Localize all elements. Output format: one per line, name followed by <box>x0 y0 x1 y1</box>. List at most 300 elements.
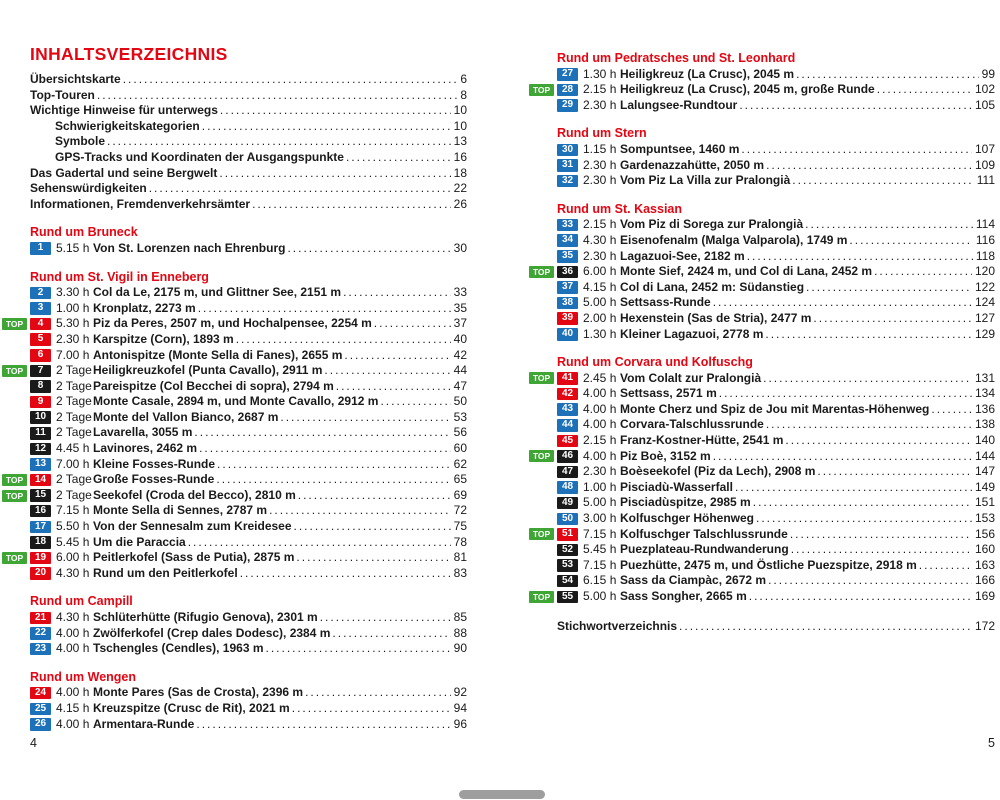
toc-entry-front[interactable] <box>30 103 467 119</box>
tour-number-badge: 11 <box>30 427 51 440</box>
dot-leader <box>298 488 451 504</box>
tour-number-badge: 46 <box>557 450 578 463</box>
front-matter-list <box>30 72 467 212</box>
tour-duration: 6.00 h <box>583 264 617 279</box>
toc-entry-tour-10[interactable] <box>30 410 467 426</box>
toc-entry-front[interactable] <box>30 88 467 104</box>
toc-entry-tour-9[interactable] <box>30 394 467 410</box>
tour-name: Lavarella, 3055 m <box>93 425 193 440</box>
toc-entry-tour-29[interactable] <box>557 98 995 114</box>
entry-page-number: 8 <box>460 87 467 102</box>
dot-leader <box>194 425 450 441</box>
tour-duration: 4.00 h <box>56 685 90 700</box>
tour-name: Lagazuoi-See, 2182 m <box>620 248 745 263</box>
index-page-number: 172 <box>974 618 995 633</box>
tour-number-badge: 9 <box>30 396 51 409</box>
tour-duration: 4.00 h <box>56 625 90 640</box>
toc-entry-front[interactable] <box>30 150 467 166</box>
tour-name: Monte Sief, 2424 m, und Col di Lana, 2452 m <box>620 264 873 279</box>
entry-page-number: 18 <box>453 165 467 180</box>
tour-number-badge: 30 <box>557 144 578 157</box>
entry-page-number: 6 <box>460 72 467 86</box>
tour-page-number: 163 <box>974 557 995 572</box>
toc-entry-tour-41[interactable] <box>532 370 995 387</box>
tour-number-badge: 28 <box>557 84 578 97</box>
toc-entry-tour-2[interactable] <box>30 285 467 301</box>
toc-entry-tour-38[interactable] <box>557 295 995 311</box>
dot-leader <box>97 88 457 104</box>
toc-entry-tour-36[interactable] <box>532 264 995 280</box>
tour-number-badge: 40 <box>557 328 578 341</box>
toc-entry-tour-3[interactable] <box>30 301 467 317</box>
entry-label: Top-Touren <box>30 87 95 102</box>
tour-duration: 2.00 h <box>583 310 617 325</box>
toc-entry-front[interactable] <box>30 119 467 135</box>
tour-duration: 2 Tage <box>56 394 92 409</box>
toc-entry-tour-18[interactable] <box>30 535 467 551</box>
toc-entry-tour-14[interactable] <box>5 472 467 488</box>
toc-entry-tour-22[interactable] <box>30 626 467 642</box>
tour-name: Pisciadù-Wasserfall <box>620 479 733 494</box>
tour-duration: 5.45 h <box>583 542 617 557</box>
tour-duration: 4.15 h <box>56 700 90 715</box>
tour-page-number: 169 <box>974 589 995 603</box>
tour-page-number: 94 <box>453 700 467 715</box>
tour-duration: 2 Tage <box>56 472 92 487</box>
entry-page-number: 16 <box>453 149 467 164</box>
tour-duration: 2 Tage <box>56 378 92 393</box>
entry-page-number: 13 <box>453 134 467 149</box>
tour-name: Antonispitze (Monte Sella di Fanes), 2655 m <box>93 347 343 362</box>
top-badge: TOP <box>529 372 554 384</box>
tour-duration: 6.15 h <box>583 573 617 588</box>
tour-duration: 7.15 h <box>56 503 90 518</box>
dot-leader <box>919 558 972 574</box>
dot-leader <box>202 119 451 135</box>
toc-entry-front[interactable] <box>30 181 467 197</box>
tour-page-number: 134 <box>974 386 995 401</box>
toc-entry-tour-24[interactable] <box>30 685 467 701</box>
tour-duration: 2.15 h <box>583 217 617 232</box>
toc-entry-tour-13[interactable] <box>30 457 467 473</box>
toc-entry-tour-35[interactable] <box>557 249 995 265</box>
dot-leader <box>380 394 450 410</box>
tour-duration: 5.30 h <box>56 316 90 331</box>
tour-number-badge: 10 <box>30 411 51 424</box>
toc-entry-tour-1[interactable] <box>30 241 467 257</box>
tour-duration: 1.00 h <box>56 300 90 315</box>
dot-leader <box>292 701 451 717</box>
tour-duration: 4.30 h <box>56 565 90 580</box>
tour-page-number: 69 <box>453 487 467 502</box>
dot-leader <box>753 495 972 511</box>
section-heading: Rund um St. Kassian <box>557 201 683 216</box>
tour-duration: 4.00 h <box>56 641 90 656</box>
tour-name: Armentara-Runde <box>93 716 195 731</box>
entry-label: Das Gadertal und seine Bergwelt <box>30 165 218 180</box>
entry-label: Informationen, Fremdenverkehrsämter <box>30 196 251 211</box>
tour-duration: 4.15 h <box>583 279 617 294</box>
dot-leader <box>766 417 972 433</box>
tour-name: Kolfuschger Höhenweg <box>620 511 755 526</box>
tour-duration: 2.30 h <box>583 464 617 479</box>
dot-leader <box>785 433 972 449</box>
folio-left: 4 <box>30 736 37 750</box>
toc-entry-tour-25[interactable] <box>30 701 467 717</box>
dot-leader <box>713 449 972 465</box>
entry-label: Schwierigkeitskategorien <box>55 118 200 133</box>
tour-number-badge: 37 <box>557 281 578 294</box>
toc-entry-tour-37[interactable] <box>557 280 995 296</box>
tour-number-badge: 52 <box>557 544 578 557</box>
toc-entry-tour-30[interactable] <box>557 142 995 158</box>
toc-entry-tour-27[interactable] <box>557 67 995 83</box>
entry-page-number: 10 <box>453 118 467 133</box>
toc-entry-tour-52[interactable] <box>557 542 995 558</box>
toc-entry-tour-31[interactable] <box>557 158 995 174</box>
tour-duration: 4.00 h <box>583 386 617 401</box>
tour-page-number: 47 <box>453 378 467 393</box>
dot-leader <box>216 472 450 488</box>
tour-name: Lavinores, 2462 m <box>93 441 198 456</box>
toc-entry-tour-45[interactable] <box>557 433 995 449</box>
tour-name: Sompuntsee, 1460 m <box>620 141 740 156</box>
tour-number-badge: 35 <box>557 250 578 263</box>
dot-leader <box>199 441 451 457</box>
tour-page-number: 83 <box>453 565 467 580</box>
entry-page-number: 10 <box>453 103 467 118</box>
tour-number-badge: 29 <box>557 99 578 112</box>
tour-number-badge: 51 <box>557 528 578 541</box>
toc-entry-tour-32[interactable] <box>557 173 995 189</box>
toc-entry-tour-34[interactable] <box>557 233 995 249</box>
tour-number-badge: 13 <box>30 458 51 471</box>
tour-duration: 2.15 h <box>583 82 617 97</box>
tour-name: Von der Sennesalm zum Kreidesee <box>93 519 292 534</box>
dot-leader <box>931 402 972 418</box>
tour-duration: 7.00 h <box>56 347 90 362</box>
tour-duration: 1.15 h <box>583 141 617 156</box>
tour-page-number: 88 <box>453 625 467 640</box>
toc-entry-tour-42[interactable] <box>557 386 995 402</box>
tour-page-number: 33 <box>453 285 467 300</box>
tour-name: Gardenazzahütte, 2050 m <box>620 157 765 172</box>
tour-number-badge: 50 <box>557 513 578 526</box>
toc-entry-tour-5[interactable] <box>30 332 467 348</box>
tour-page-number: 116 <box>975 232 995 247</box>
tour-number-badge: 5 <box>30 333 51 346</box>
dot-leader <box>679 619 972 635</box>
tour-name: Lalungsee-Rundtour <box>620 97 738 112</box>
toc-entry-tour-7[interactable] <box>5 363 467 379</box>
tour-duration: 2.45 h <box>583 370 617 385</box>
tour-duration: 4.45 h <box>56 441 90 456</box>
tour-name: Peitlerkofel (Sass de Putia), 2875 m <box>93 550 295 565</box>
dot-leader <box>766 158 972 174</box>
tour-duration: 6.00 h <box>56 550 90 565</box>
section-heading: Rund um Bruneck <box>30 225 138 240</box>
dot-leader <box>346 150 451 166</box>
tour-duration: 7.15 h <box>583 526 617 541</box>
tour-number-badge: 26 <box>30 718 51 731</box>
tour-page-number: 109 <box>974 157 995 172</box>
toc-entry-tour-19[interactable] <box>5 550 467 566</box>
dot-leader <box>294 519 451 535</box>
tour-duration: 3.30 h <box>56 285 90 300</box>
tour-duration: 4.30 h <box>56 610 90 624</box>
entry-page-number: 22 <box>453 181 467 196</box>
dot-leader <box>220 103 451 119</box>
toc-entry-tour-23[interactable] <box>30 641 467 657</box>
tour-name: Eisenofenalm (Malga Valparola), 1749 m <box>620 232 848 247</box>
dot-leader <box>198 301 451 317</box>
dot-leader <box>719 386 972 402</box>
tour-name: Col da Le, 2175 m, und Glittner See, 2151 m <box>93 285 342 300</box>
toc-entry-tour-54[interactable] <box>557 573 995 589</box>
tour-page-number: 118 <box>975 248 995 263</box>
tour-page-number: 131 <box>974 370 995 385</box>
folio-right: 5 <box>988 736 995 750</box>
tour-name: Seekofel (Croda del Becco), 2810 m <box>93 487 296 502</box>
toc-entry-front[interactable] <box>30 166 467 182</box>
tour-duration: 5.15 h <box>56 240 90 255</box>
section-heading: Rund um Wengen <box>30 669 137 684</box>
tour-number-badge: 36 <box>557 266 578 279</box>
tour-duration: 2.30 h <box>583 248 617 263</box>
toc-entry-tour-48[interactable] <box>557 480 995 496</box>
dot-leader <box>805 217 973 233</box>
scrollbar-thumb[interactable] <box>459 790 545 799</box>
tour-number-badge: 1 <box>30 242 51 255</box>
tour-name: Von St. Lorenzen nach Ehrenburg <box>93 240 286 255</box>
toc-entry-tour-16[interactable] <box>30 503 467 519</box>
dot-leader <box>252 197 451 213</box>
toc-entry-tour-12[interactable] <box>30 441 467 457</box>
toc-entry-index[interactable] <box>557 619 995 635</box>
left-page-column <box>5 0 467 732</box>
tour-number-badge: 38 <box>557 297 578 310</box>
tour-number-badge: 6 <box>30 349 51 362</box>
tour-number-badge: 44 <box>557 419 578 432</box>
tour-duration: 5.00 h <box>583 495 617 510</box>
tour-name: Schlüterhütte (Rifugio Genova), 2301 m <box>93 610 318 624</box>
toc-entry-tour-43[interactable] <box>557 402 995 418</box>
tour-page-number: 35 <box>453 300 467 315</box>
tour-number-badge: 54 <box>557 575 578 588</box>
tour-number-badge: 43 <box>557 403 578 416</box>
tour-number-badge: 45 <box>557 435 578 448</box>
tour-number-badge: 55 <box>557 591 578 604</box>
tour-duration: 1.30 h <box>583 326 617 341</box>
tour-duration: 2 Tage <box>56 363 92 378</box>
tour-name: Corvara-Talschlussrunde <box>620 417 764 432</box>
tour-duration: 2 Tage <box>56 409 92 424</box>
tour-duration: 2.15 h <box>583 433 617 448</box>
tour-number-badge: 39 <box>557 312 578 325</box>
tour-page-number: 153 <box>974 511 995 526</box>
section-heading: Rund um Corvara und Kolfuschg <box>557 355 753 370</box>
tour-name: Vom Piz La Villa zur Pralongià <box>620 173 791 188</box>
top-badge: TOP <box>529 528 554 540</box>
tour-name: Monte Sella di Sennes, 2787 m <box>93 503 268 518</box>
toc-entry-tour-49[interactable] <box>557 495 995 511</box>
dot-leader <box>236 332 451 348</box>
tour-name: Pisciadùspitze, 2985 m <box>620 495 751 510</box>
tour-name: Um die Paraccia <box>93 534 186 549</box>
toc-entry-tour-11[interactable] <box>30 425 467 441</box>
tour-duration: 2.30 h <box>583 157 617 172</box>
tour-number-badge: 48 <box>557 481 578 494</box>
toc-entry-tour-4[interactable] <box>5 316 467 332</box>
tour-name: Puezplateau-Rundwanderung <box>620 542 789 557</box>
tour-number-badge: 3 <box>30 302 51 315</box>
tour-page-number: 75 <box>453 519 467 534</box>
section-heading: Rund um Campill <box>30 594 133 609</box>
tour-number-badge: 20 <box>30 567 51 580</box>
tour-name: Kleiner Lagazuoi, 2778 m <box>620 326 764 341</box>
toc-entry-tour-28[interactable] <box>532 82 995 98</box>
tour-name: Pareispitze (Col Becchei di sopra), 2794 m <box>93 378 334 393</box>
tour-duration: 4.00 h <box>583 448 617 463</box>
right-page-column <box>532 0 995 634</box>
right-sections <box>532 51 995 605</box>
toc-entry-tour-51[interactable] <box>532 526 995 543</box>
tour-number-badge: 14 <box>30 474 51 487</box>
tour-page-number: 81 <box>453 550 467 565</box>
toc-entry-tour-44[interactable] <box>557 417 995 433</box>
tour-number-badge: 12 <box>30 443 51 456</box>
toc-entry-tour-53[interactable] <box>557 558 995 574</box>
tour-page-number: 105 <box>974 97 995 112</box>
dot-leader <box>765 327 972 343</box>
tour-name: Franz-Kostner-Hütte, 2541 m <box>620 433 784 448</box>
tour-name: Tschengles (Cendles), 1963 m <box>93 641 264 656</box>
tour-page-number: 127 <box>974 310 995 325</box>
dot-leader <box>305 685 451 701</box>
tour-duration: 2.30 h <box>583 173 617 188</box>
tour-number-badge: 18 <box>30 536 51 549</box>
tour-name: Kleine Fosses-Runde <box>93 456 216 471</box>
dot-leader <box>713 295 972 311</box>
toc-entry-front[interactable] <box>30 72 467 88</box>
tour-number-badge: 4 <box>30 318 51 331</box>
tour-duration: 3.00 h <box>583 511 617 526</box>
dot-leader <box>196 717 450 733</box>
entry-page-number: 26 <box>453 196 467 211</box>
tour-name: Monte Cherz und Spiz de Jou mit Marentas-Höhenweg <box>620 401 930 416</box>
tour-page-number: 72 <box>453 503 467 518</box>
tour-duration: 1.00 h <box>583 479 617 494</box>
tour-page-number: 102 <box>974 82 995 97</box>
tour-duration: 5.45 h <box>56 534 90 549</box>
entry-label: Wichtige Hinweise für unterwegs <box>30 103 218 118</box>
tour-name: Monte Pares (Sas de Crosta), 2396 m <box>93 685 304 700</box>
toc-entry-tour-21[interactable] <box>30 610 467 626</box>
tour-number-badge: 32 <box>557 175 578 188</box>
dot-leader <box>269 503 451 519</box>
dot-leader <box>796 67 979 83</box>
toc-entry-tour-26[interactable] <box>30 717 467 733</box>
dot-leader <box>219 166 450 182</box>
toc-entry-tour-47[interactable] <box>557 464 995 480</box>
toc-entry-tour-39[interactable] <box>557 311 995 327</box>
tour-page-number: 156 <box>974 526 995 541</box>
top-badge: TOP <box>2 552 27 564</box>
toc-entry-tour-15[interactable] <box>5 487 467 504</box>
tour-name: Große Fosses-Runde <box>93 472 215 487</box>
dot-leader <box>874 264 972 280</box>
dot-leader <box>188 535 451 551</box>
dot-leader <box>763 371 972 387</box>
toc-entry-tour-46[interactable] <box>532 448 995 465</box>
toc-entry-tour-50[interactable] <box>557 511 995 527</box>
left-sections <box>5 225 467 732</box>
tour-page-number: 92 <box>453 685 467 700</box>
tour-name: Col di Lana, 2452 m: Südanstieg <box>620 279 805 294</box>
tour-page-number: 138 <box>974 417 995 432</box>
tour-duration: 2.30 h <box>583 97 617 112</box>
tour-number-badge: 7 <box>30 365 51 378</box>
top-badge: TOP <box>2 365 27 377</box>
dot-leader <box>790 527 972 543</box>
dot-leader <box>791 542 972 558</box>
tour-name: Puezhütte, 2475 m, und Östliche Puezspitze, 2918 m <box>620 557 917 572</box>
tour-page-number: 111 <box>976 173 995 188</box>
tour-number-badge: 42 <box>557 388 578 401</box>
tour-number-badge: 53 <box>557 559 578 572</box>
tour-number-badge: 16 <box>30 505 51 518</box>
tour-page-number: 107 <box>974 141 995 156</box>
tour-page-number: 85 <box>453 610 467 624</box>
tour-page-number: 30 <box>453 240 467 255</box>
toc-entry-tour-17[interactable] <box>30 519 467 535</box>
tour-page-number: 140 <box>974 433 995 448</box>
dot-leader <box>849 233 972 249</box>
tour-page-number: 90 <box>453 641 467 656</box>
tour-number-badge: 47 <box>557 466 578 479</box>
tour-name: Boèseekofel (Piz da Lech), 2908 m <box>620 464 816 479</box>
dot-leader <box>792 173 973 189</box>
tour-duration: 5.50 h <box>56 519 90 534</box>
toc-entry-tour-33[interactable] <box>557 217 995 233</box>
tour-page-number: 151 <box>974 495 995 510</box>
toc-entry-tour-20[interactable] <box>30 566 467 582</box>
toc-entry-tour-6[interactable] <box>30 348 467 364</box>
toc-entry-tour-40[interactable] <box>557 327 995 343</box>
toc-entry-tour-8[interactable] <box>30 379 467 395</box>
tour-number-badge: 24 <box>30 687 51 700</box>
dot-leader <box>756 511 972 527</box>
toc-entry-tour-55[interactable] <box>532 589 995 605</box>
tour-duration: 4.00 h <box>583 401 617 416</box>
tour-name: Vom Piz di Sorega zur Pralongià <box>620 217 804 232</box>
dot-leader <box>741 142 972 158</box>
toc-entry-front[interactable] <box>30 134 467 150</box>
dot-leader <box>107 134 451 150</box>
dot-leader <box>324 363 450 379</box>
tour-number-badge: 25 <box>30 703 51 716</box>
tour-page-number: 114 <box>975 217 995 232</box>
entry-label: GPS-Tracks und Koordinaten der Ausgangspunkte <box>55 149 344 164</box>
top-badge: TOP <box>2 318 27 330</box>
tour-page-number: 160 <box>974 542 995 557</box>
dot-leader <box>813 311 972 327</box>
entry-label: Sehenswürdigkeiten <box>30 181 147 196</box>
toc-entry-front[interactable] <box>30 197 467 213</box>
tour-name: Sass da Ciampàc, 2672 m <box>620 573 767 588</box>
entry-label: Übersichtskarte <box>30 72 121 86</box>
tour-duration: 2 Tage <box>56 487 92 502</box>
